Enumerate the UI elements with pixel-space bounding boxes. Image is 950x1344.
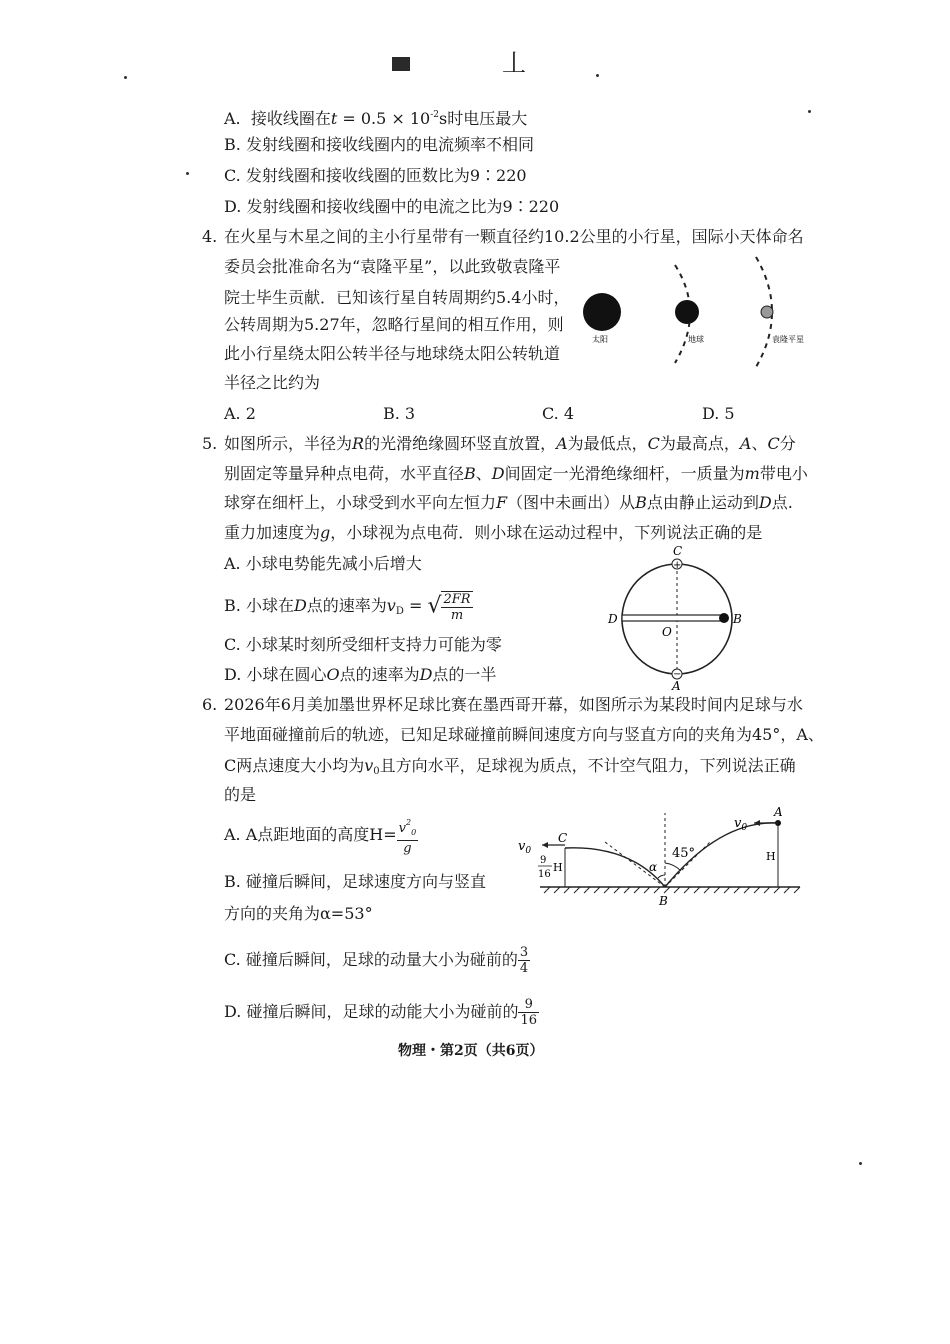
q5-option-a: A. 小球电势能先减小后增大 [224, 554, 422, 573]
q6-line-4: 的是 [224, 785, 257, 804]
angle-arc-45 [665, 863, 681, 871]
label-a: A [672, 679, 681, 693]
page-footer: 物理・第2页（共6页） [398, 1043, 544, 1059]
q5-line-3: 球穿在细杆上，小球受到水平向左恒力F（图中未画出）从B点由静止运动到D点. [224, 493, 793, 512]
q3-option-b: B. 发射线圈和接收线圈内的电流频率不相同 [224, 135, 534, 154]
earth-label: 地球 [688, 335, 704, 344]
q3-option-c: C. 发射线圈和接收线圈的匝数比为9∶220 [224, 166, 527, 185]
q5-line-1: 如图所示，半径为R的光滑绝缘圆环竖直放置，A为最低点，C为最高点，A、C分 [224, 434, 796, 453]
sun-label: 太阳 [592, 335, 608, 344]
q4-line-6: 半径之比约为 [224, 373, 321, 392]
ball-b [719, 613, 729, 623]
label-o: O [662, 625, 672, 639]
charge-plus-sign: + [673, 560, 682, 571]
label-b: B [659, 894, 668, 908]
q6-line-1: 2026年6月美加墨世界杯足球比赛在墨西哥开幕，如图所示为某段时间内足球与水 [224, 695, 803, 714]
q3-option-a: A. 接收线圈在$t = 0.5 \times 10^{-2}s$时电压最大 [224, 109, 528, 128]
label-a: A [774, 805, 783, 819]
q4-option-b: B. 3 [383, 404, 416, 423]
h-left-num: 9 [540, 855, 547, 866]
charge-minus-sign: − [673, 669, 682, 680]
alpha-label: α [649, 860, 658, 874]
label-b: B [733, 612, 742, 626]
horizontal-rod [622, 615, 726, 621]
asteroid-circle [761, 306, 773, 318]
scan-speck [808, 110, 811, 113]
q3-option-d: D. 发射线圈和接收线圈中的电流之比为9∶220 [224, 197, 560, 216]
h-left-h: H [553, 861, 563, 874]
earth-circle [675, 300, 699, 324]
v0-right-label: $v_0$ [734, 816, 748, 833]
q4-option-c: C. 4 [542, 404, 575, 423]
q5-option-c: C. 小球某时刻所受细杆支持力可能为零 [224, 635, 502, 654]
q5-option-b: B. 小球在D点的速率为$v_D$ = √ $\frac{2FR}{m}$ [224, 591, 471, 623]
header-block [392, 57, 410, 71]
q6-line-3: C两点速度大小均为$v_0$且方向水平，足球视为质点，不计空气阻力，下列说法正确 [224, 756, 796, 777]
q6-number: 6. [202, 695, 218, 714]
scan-speck [596, 74, 599, 77]
q5-line-4: 重力加速度为g，小球视为点电荷．则小球在运动过程中，下列说法正确的是 [224, 523, 763, 542]
q6-option-b-line-1: B. 碰撞后瞬间，足球速度方向与竖直 [224, 872, 486, 891]
q6-option-a: A. A点距地面的高度H= $\frac{v^2_0}{g}$ [224, 815, 418, 856]
q4-line-5: 此小行星绕太阳公转半径与地球绕太阳公转轨道 [224, 344, 561, 363]
q4-line-4: 公转周期为5.27年，忽略行星间的相互作用，则 [224, 315, 564, 334]
label-c: C [673, 544, 683, 558]
q6-line-2: 平地面碰撞前后的轨迹，已知足球碰撞前瞬间速度方向与竖直方向的夹角为45°，A、 [224, 725, 824, 744]
q4-option-a: A. 2 [224, 404, 256, 423]
q4-option-d: D. 5 [702, 404, 735, 423]
angle-45-label: 45° [672, 846, 696, 861]
q4-line-2: 委员会批准命名为“袁隆平星”，以此致敬袁隆平 [224, 257, 561, 276]
q4-line-1: 在火星与木星之间的主小行星带有一颗直径约10.2公里的小行星，国际小天体命名 [224, 227, 804, 246]
angle-arc-alpha [658, 875, 665, 878]
scan-speck [124, 76, 127, 79]
q4-number: 4. [202, 227, 218, 246]
v0-arrowhead-left [542, 842, 548, 848]
scan-speck [859, 1162, 862, 1165]
q5-option-d: D. 小球在圆心O点的速率为D点的一半 [224, 665, 497, 684]
label-c: C [558, 831, 568, 845]
q4-line-3: 院士毕生贡献．已知该行星自转周期约5.4小时， [224, 288, 570, 307]
q5-ring-figure [600, 543, 750, 693]
label-d: D [608, 612, 618, 626]
q6-option-d: D. 碰撞后瞬间，足球的动能大小为碰前的 $\frac{9}{16}$ [224, 997, 537, 1028]
h-right-label: H [766, 850, 776, 863]
q6-option-b-line-2: 方向的夹角为α=53° [224, 904, 373, 923]
header-mark: 丄 [502, 49, 526, 77]
q5-line-2: 别固定等量异种点电荷，水平直径B、D间固定一光滑绝缘细杆，一质量为m带电小 [224, 464, 808, 483]
q6-trajectory-figure [510, 805, 810, 910]
q4-orbit-figure [580, 255, 820, 370]
scan-speck [186, 172, 189, 175]
q5-number: 5. [202, 434, 218, 453]
q6-option-c: C. 碰撞后瞬间，足球的动量大小为碰前的 $\frac{3}{4}$ [224, 945, 529, 976]
sun-circle [583, 293, 621, 331]
h-left-den: 16 [538, 869, 551, 880]
ground-hatch [544, 887, 800, 893]
v0-left-label: $v_0$ [518, 839, 532, 856]
asteroid-label: 袁隆平星 [772, 335, 804, 344]
